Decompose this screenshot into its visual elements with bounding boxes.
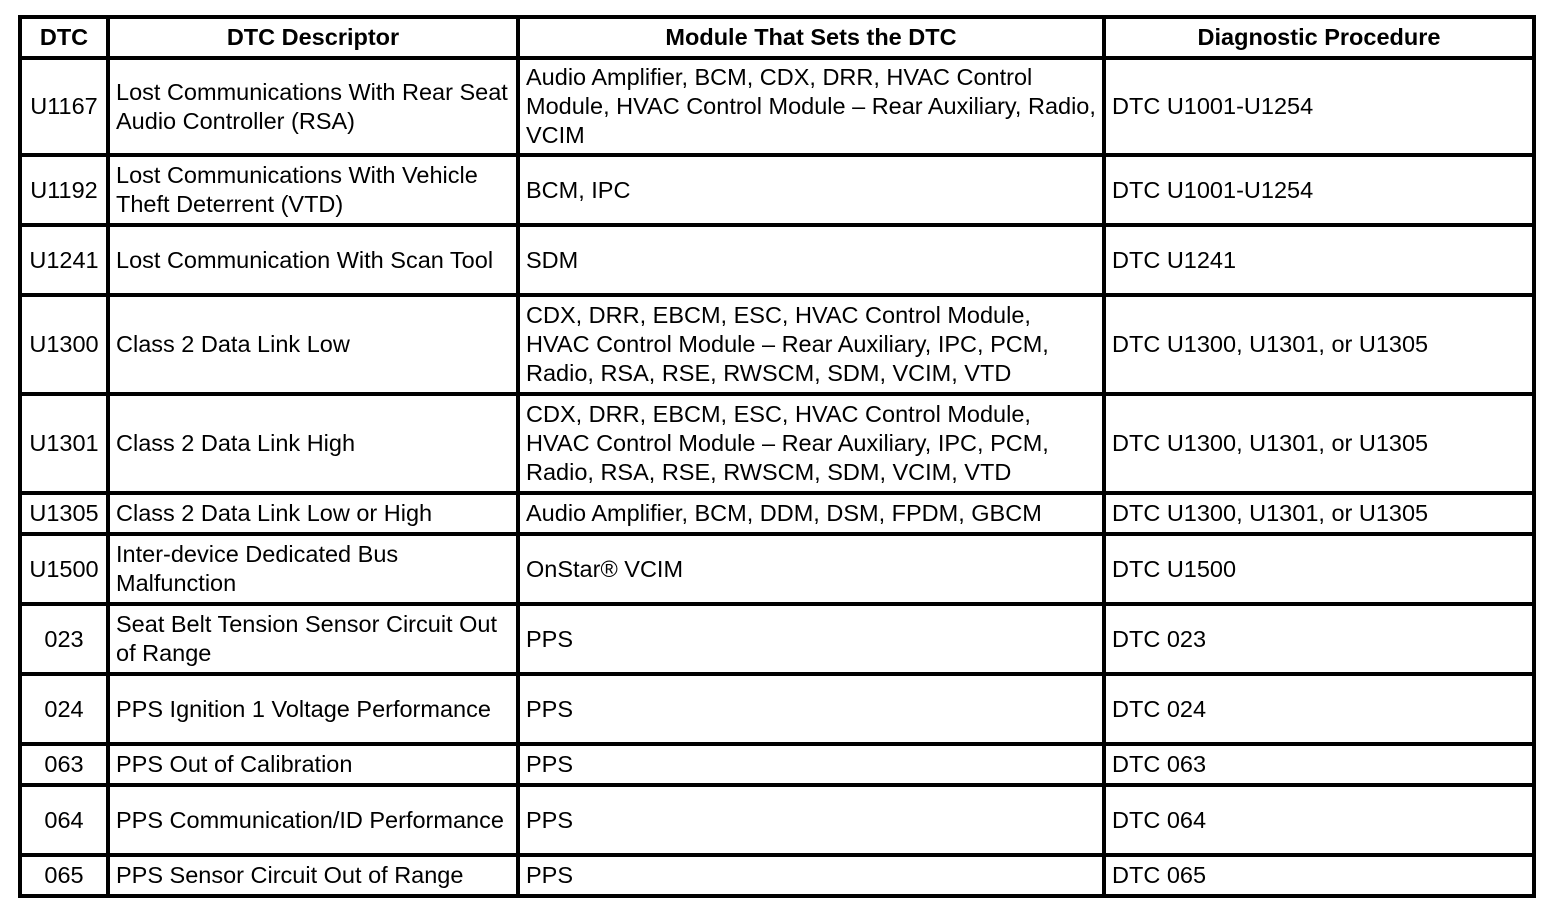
- dtc-code: 023: [20, 604, 108, 674]
- diagnostic-procedure: DTC U1300, U1301, or U1305: [1104, 394, 1534, 493]
- dtc-descriptor: PPS Communication/ID Performance: [108, 785, 518, 855]
- table-row: [20, 744, 1534, 785]
- dtc-descriptor: Class 2 Data Link High: [108, 394, 518, 493]
- setting-module: PPS: [518, 674, 1104, 744]
- table-row: [20, 394, 1534, 493]
- header-dtc: DTC: [20, 17, 108, 58]
- setting-module: PPS: [518, 744, 1104, 785]
- dtc-code: 024: [20, 674, 108, 744]
- dtc-code: U1167: [20, 58, 108, 155]
- setting-module: Audio Amplifier, BCM, DDM, DSM, FPDM, GBCM: [518, 493, 1104, 534]
- dtc-code: U1305: [20, 493, 108, 534]
- table-row: [20, 785, 1534, 855]
- setting-module: SDM: [518, 225, 1104, 295]
- diagnostic-procedure: DTC 064: [1104, 785, 1534, 855]
- diagnostic-procedure: DTC 065: [1104, 855, 1534, 896]
- table-row: [20, 604, 1534, 674]
- diagnostic-procedure: DTC U1300, U1301, or U1305: [1104, 493, 1534, 534]
- dtc-descriptor: Lost Communications With Rear Seat Audio Controller (RSA): [108, 58, 518, 155]
- table-row: [20, 58, 1534, 155]
- setting-module: PPS: [518, 785, 1104, 855]
- dtc-code: U1192: [20, 155, 108, 225]
- diagnostic-procedure: DTC U1241: [1104, 225, 1534, 295]
- dtc-descriptor: PPS Ignition 1 Voltage Performance: [108, 674, 518, 744]
- table-row: [20, 674, 1534, 744]
- dtc-code: U1301: [20, 394, 108, 493]
- table-row: [20, 295, 1534, 394]
- table-row: [20, 493, 1534, 534]
- setting-module: CDX, DRR, EBCM, ESC, HVAC Control Module, HVAC Control Module – Rear Auxiliary, IPC, PCM, Radio, RSA, RSE, RWSCM, SDM, VCIM, VTD: [518, 295, 1104, 394]
- dtc-descriptor: PPS Out of Calibration: [108, 744, 518, 785]
- dtc-descriptor: Lost Communications With Vehicle Theft Deterrent (VTD): [108, 155, 518, 225]
- dtc-descriptor: Lost Communication With Scan Tool: [108, 225, 518, 295]
- diagnostic-procedure: DTC U1500: [1104, 534, 1534, 604]
- dtc-descriptor: PPS Sensor Circuit Out of Range: [108, 855, 518, 896]
- dtc-code: 065: [20, 855, 108, 896]
- dtc-table: [18, 15, 1536, 898]
- table-row: [20, 155, 1534, 225]
- header-dtc-descriptor: DTC Descriptor: [108, 17, 518, 58]
- header-diagnostic-procedure: Diagnostic Procedure: [1104, 17, 1534, 58]
- diagnostic-procedure: DTC U1300, U1301, or U1305: [1104, 295, 1534, 394]
- header-module: Module That Sets the DTC: [518, 17, 1104, 58]
- setting-module: PPS: [518, 604, 1104, 674]
- dtc-descriptor: Seat Belt Tension Sensor Circuit Out of Range: [108, 604, 518, 674]
- diagnostic-procedure: DTC U1001-U1254: [1104, 58, 1534, 155]
- table-row: [20, 855, 1534, 896]
- setting-module: Audio Amplifier, BCM, CDX, DRR, HVAC Control Module, HVAC Control Module – Rear Auxiliary, Radio, VCIM: [518, 58, 1104, 155]
- dtc-descriptor: Class 2 Data Link Low or High: [108, 493, 518, 534]
- diagnostic-procedure: DTC U1001-U1254: [1104, 155, 1534, 225]
- setting-module: BCM, IPC: [518, 155, 1104, 225]
- dtc-code: 064: [20, 785, 108, 855]
- dtc-code: U1500: [20, 534, 108, 604]
- table-header-row: [20, 17, 1534, 58]
- diagnostic-procedure: DTC 063: [1104, 744, 1534, 785]
- diagnostic-procedure: DTC 023: [1104, 604, 1534, 674]
- dtc-code: 063: [20, 744, 108, 785]
- table-row: [20, 225, 1534, 295]
- table-row: [20, 534, 1534, 604]
- dtc-descriptor: Inter-device Dedicated Bus Malfunction: [108, 534, 518, 604]
- dtc-descriptor: Class 2 Data Link Low: [108, 295, 518, 394]
- setting-module: PPS: [518, 855, 1104, 896]
- diagnostic-procedure: DTC 024: [1104, 674, 1534, 744]
- dtc-code: U1241: [20, 225, 108, 295]
- setting-module: CDX, DRR, EBCM, ESC, HVAC Control Module, HVAC Control Module – Rear Auxiliary, IPC, PCM, Radio, RSA, RSE, RWSCM, SDM, VCIM, VTD: [518, 394, 1104, 493]
- dtc-code: U1300: [20, 295, 108, 394]
- setting-module: OnStar® VCIM: [518, 534, 1104, 604]
